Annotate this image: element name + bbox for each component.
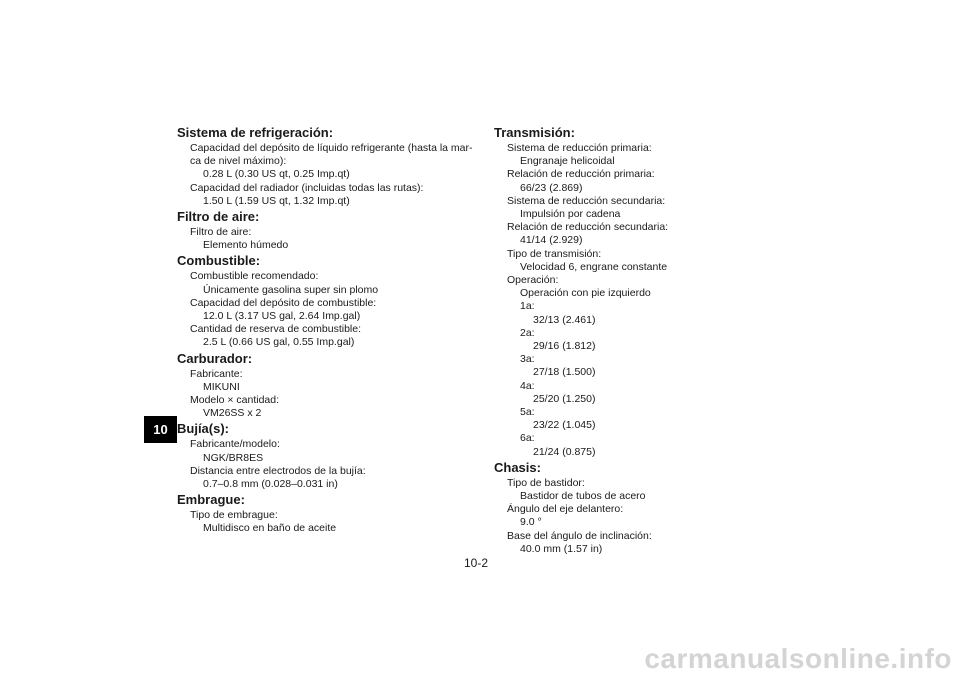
spec-value: Únicamente gasolina super sin plomo	[203, 283, 379, 296]
spec-value: 1.50 L (1.59 US qt, 1.32 Imp.qt)	[203, 194, 350, 207]
spec-value: Operación con pie izquierdo	[520, 287, 651, 300]
gear-label: 6a:	[520, 432, 535, 445]
section-title-combustible: Combustible:	[177, 253, 261, 269]
spec-value: Velocidad 6, engrane constante	[520, 260, 668, 273]
spec-label: Tipo de bastidor:	[507, 476, 585, 489]
spec-label: Base del ángulo de inclinación:	[507, 529, 652, 542]
spec-label: Operación:	[507, 274, 559, 287]
gear-value: 25/20 (1.250)	[533, 392, 596, 405]
spec-label: Capacidad del depósito de combustible:	[190, 296, 377, 309]
spec-value: 0.28 L (0.30 US qt, 0.25 Imp.qt)	[203, 168, 350, 181]
gear-label: 5a:	[520, 406, 535, 419]
section-title-refrigeracion: Sistema de refrigeración:	[177, 125, 334, 140]
spec-value: Elemento húmedo	[203, 239, 289, 252]
gear-value: 27/18 (1.500)	[533, 366, 596, 379]
spec-value: 12.0 L (3.17 US gal, 2.64 Imp.gal)	[203, 310, 361, 323]
spec-value: NGK/BR8ES	[203, 451, 264, 464]
spec-label: Modelo × cantidad:	[190, 394, 280, 407]
gear-label: 3a:	[520, 353, 535, 366]
spec-label: ca de nivel máximo):	[190, 155, 287, 168]
section-title-transmision: Transmisión:	[494, 125, 575, 140]
spec-value: 9.0 °	[520, 516, 542, 529]
spec-value: Engranaje helicoidal	[520, 155, 615, 168]
gear-label: 4a:	[520, 379, 535, 392]
section-title-filtro: Filtro de aire:	[177, 209, 260, 225]
spec-value: Bastidor de tubos de acero	[520, 490, 646, 503]
gear-label: 2a:	[520, 326, 535, 339]
spec-label: Sistema de reducción secundaria:	[507, 194, 666, 207]
spec-label: Tipo de embrague:	[190, 509, 278, 522]
spec-label: Combustible recomendado:	[190, 270, 319, 283]
spec-label: Distancia entre electrodos de la bujía:	[190, 464, 366, 477]
spec-label: Relación de reducción secundaria:	[507, 221, 669, 234]
spec-label: Fabricante/modelo:	[190, 438, 280, 451]
spec-value: MIKUNI	[203, 380, 240, 393]
spec-label: Capacidad del radiador (incluidas todas las rutas):	[190, 181, 424, 194]
spec-label: Tipo de transmisión:	[507, 247, 602, 260]
spec-value: 0.7–0.8 mm (0.028–0.031 in)	[203, 478, 338, 491]
spec-value: 2.5 L (0.66 US gal, 0.55 Imp.gal)	[203, 336, 355, 349]
spec-label: Cantidad de reserva de combustible:	[190, 323, 362, 336]
spec-value: 40.0 mm (1.57 in)	[520, 542, 603, 555]
watermark: carmanualsonline.info	[644, 643, 952, 674]
section-title-chasis: Chasis:	[494, 459, 541, 475]
spec-label: Fabricante:	[190, 367, 243, 380]
section-title-embrague: Embrague:	[177, 492, 245, 508]
spec-value: VM26SS x 2	[203, 407, 262, 420]
spec-label: Capacidad del depósito de líquido refrigerante (hasta la mar-	[190, 142, 473, 154]
spec-label: Filtro de aire:	[190, 226, 252, 239]
gear-value: 32/13 (2.461)	[533, 313, 596, 326]
spec-value: 41/14 (2.929)	[520, 234, 583, 247]
spec-label: Ángulo del eje delantero:	[507, 503, 624, 516]
gear-label: 1a:	[520, 300, 535, 313]
spec-value: 66/23 (2.869)	[520, 181, 583, 194]
right-column	[494, 124, 794, 556]
spec-label: Sistema de reducción primaria:	[507, 142, 652, 154]
chapter-tab: 10	[144, 416, 177, 443]
spec-value: Impulsión por cadena	[520, 208, 621, 221]
gear-value: 21/24 (0.875)	[533, 445, 596, 458]
gear-value: 23/22 (1.045)	[533, 419, 596, 432]
page-number: 10-2	[464, 556, 489, 570]
section-title-carburador: Carburador:	[177, 350, 253, 366]
left-column	[177, 124, 477, 536]
spec-value: Multidisco en baño de aceite	[203, 522, 337, 535]
spec-label: Relación de reducción primaria:	[507, 168, 655, 181]
section-title-bujia: Bujía(s):	[177, 421, 229, 437]
gear-value: 29/16 (1.812)	[533, 340, 596, 353]
